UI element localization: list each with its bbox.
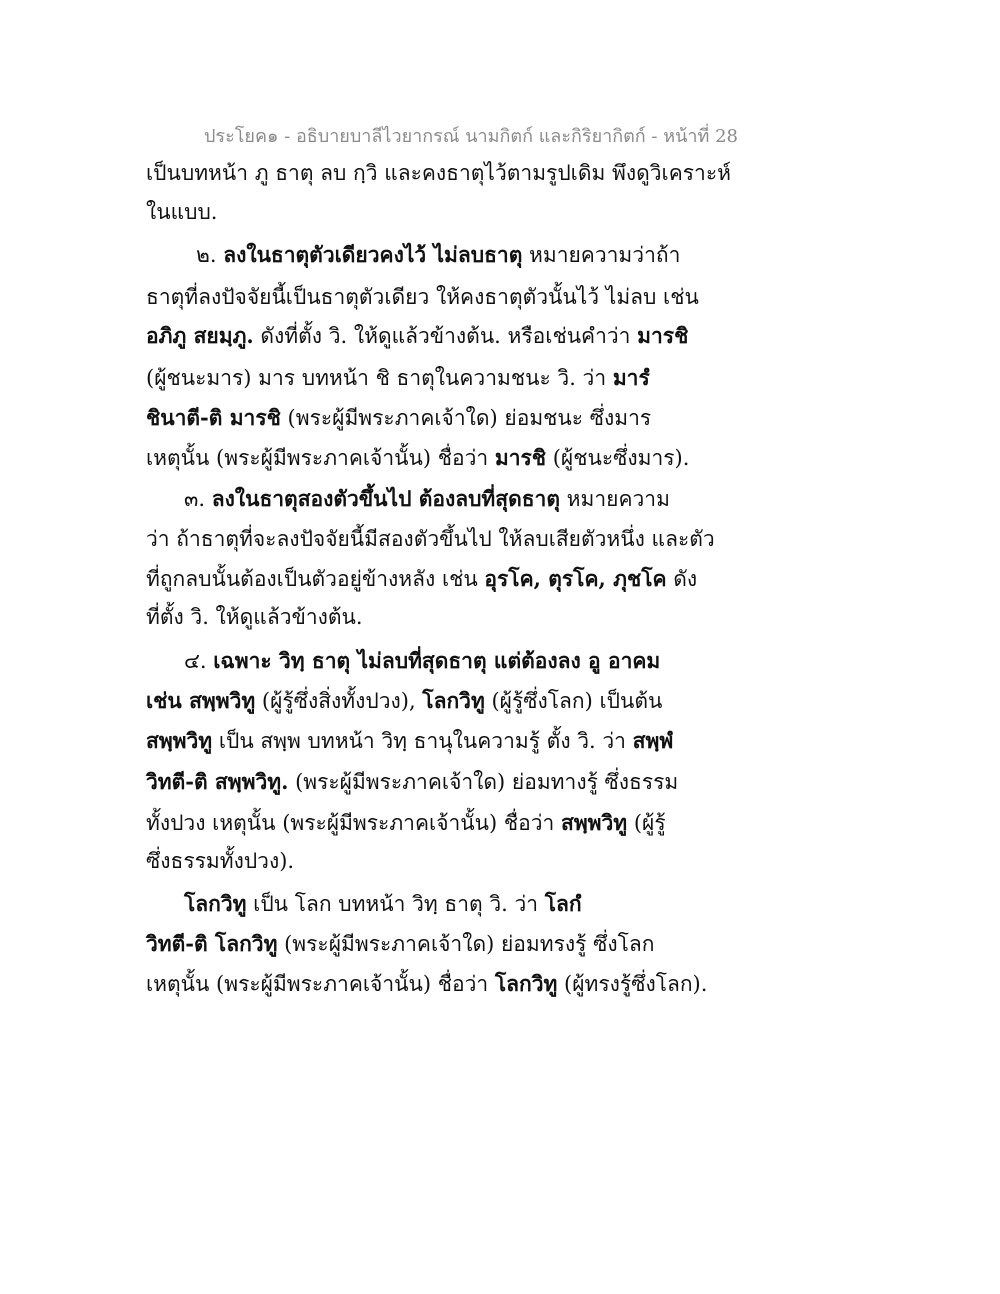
text-line	[146, 929, 654, 959]
text-line	[184, 889, 582, 919]
text-segment: (พระผู้มีพระภาคเจ้าใด) ย่อมชนะ ซึ่งมาร	[280, 406, 652, 430]
bold-term: อภิภู สยมฺภู.	[146, 323, 254, 348]
text-segment: เป็น สพฺพ บทหน้า วิทฺ ธานุในความรู้ ตั้ง วิ. ว่า	[212, 729, 633, 753]
bold-term: สพฺพํ	[632, 728, 674, 753]
text-segment: ดังที่ตั้ง วิ. ให้ดูแล้วข้างต้น. หรือเช่นคำว่า	[253, 324, 638, 348]
text-segment: (ผู้รู้ซึ่งสิ่งทั้งปวง),	[255, 689, 423, 713]
text-line	[184, 646, 660, 676]
text-segment: (ผู้ชนะซึ่งมาร).	[546, 446, 690, 470]
text-segment: ๒.	[196, 243, 224, 267]
text-line	[146, 969, 707, 999]
text-line	[146, 158, 731, 188]
text-line	[196, 240, 680, 270]
text-segment: ๔.	[184, 649, 214, 673]
text-line	[184, 484, 670, 514]
bold-term: สพฺพวิทู	[561, 810, 628, 835]
bold-term: ลงในธาตุตัวเดียวคงไว้ ไม่ลบธาตุ	[223, 242, 523, 267]
text-segment: ธาตุที่ลงปัจจัยนี้เป็นธาตุตัวเดียว ให้คงธาตุตัวนั้นไว้ ไม่ลบ เช่น	[146, 285, 699, 309]
text-line	[146, 282, 699, 312]
bold-term: ลงในธาตุสองตัวขึ้นไป ต้องลบที่สุดธาตุ	[211, 486, 560, 511]
bold-term: มารชิ	[637, 323, 689, 348]
bold-term: อุรโค, ตุรโค, ภุชโค	[484, 566, 667, 591]
bold-term: มารชิ	[494, 445, 547, 470]
text-segment: (ผู้รู้	[627, 811, 666, 835]
text-line	[146, 726, 673, 756]
bold-term: เช่น สพฺพวิทู	[146, 688, 256, 713]
text-segment: ว่า ถ้าธาตุที่จะลงปัจจัยนี้มีสองตัวขึ้นไป ให้ลบเสียตัวหนึ่ง และตัว	[146, 527, 715, 551]
bold-term: ชินาตี-ติ มารชิ	[146, 405, 281, 430]
bold-term: โลกวิทู	[184, 891, 247, 916]
text-segment: ในแบบ.	[146, 200, 218, 224]
text-segment: ที่ถูกลบนั้นต้องเป็นตัวอยู่ข้างหลัง เช่น	[146, 567, 485, 591]
text-line	[146, 403, 651, 433]
text-segment: เหตุนั้น (พระผู้มีพระภาคเจ้านั้น) ชื่อว่า	[146, 446, 495, 470]
bold-term: วิทตี-ติ สพฺพวิทู.	[146, 769, 289, 794]
text-line	[146, 808, 666, 838]
text-segment: ๓.	[184, 487, 212, 511]
text-segment: (ผู้ทรงรู้ซึ่งโลก).	[557, 972, 708, 996]
bold-term: เฉพาะ วิทฺ ธาตุ ไม่ลบที่สุดธาตุ แต่ต้องลง อู อาคม	[213, 648, 661, 673]
text-segment: ซึ่งธรรมทั้งปวง).	[146, 849, 295, 873]
text-line	[146, 564, 697, 594]
text-line	[146, 846, 294, 876]
bold-term: มารํ	[612, 365, 650, 390]
text-segment: เป็น โลก บทหน้า วิทฺ ธาตุ วิ. ว่า	[246, 892, 545, 916]
text-line	[146, 321, 688, 351]
text-segment: (ผู้รู้ซึ่งโลก) เป็นต้น	[484, 689, 663, 713]
bold-term: สพฺพวิทู	[146, 728, 213, 753]
text-line	[146, 443, 689, 473]
text-segment: ที่ตั้ง วิ. ให้ดูแล้วข้างต้น.	[146, 605, 363, 629]
text-line	[146, 767, 678, 797]
bold-term: โลกํ	[544, 891, 582, 916]
text-line	[146, 197, 217, 227]
bold-term: วิทตี-ติ โลกวิทู	[146, 931, 278, 956]
text-segment: (พระผู้มีพระภาคเจ้าใด) ย่อมทรงรู้ ซึ่งโลก	[277, 932, 655, 956]
text-line	[146, 602, 363, 632]
text-segment: ดัง	[666, 567, 698, 591]
text-segment: (พระผู้มีพระภาคเจ้าใด) ย่อมทางรู้ ซึ่งธรรม	[288, 770, 679, 794]
text-line	[146, 686, 662, 716]
bold-term: โลกวิทู	[422, 688, 485, 713]
text-segment: หมายความว่าถ้า	[522, 243, 681, 267]
text-segment: ทั้งปวง เหตุนั้น (พระผู้มีพระภาคเจ้านั้น) ชื่อว่า	[146, 811, 561, 835]
text-line	[146, 363, 650, 393]
text-line	[146, 524, 715, 554]
text-segment: หมายความ	[559, 487, 670, 511]
page-header: ประโยค๑ - อธิบายบาลีไวยากรณ์ นามกิตก์ และกิริยากิตก์ - หน้าที่ 28	[204, 126, 738, 147]
bold-term: โลกวิทู	[494, 971, 558, 996]
text-segment: เหตุนั้น (พระผู้มีพระภาคเจ้านั้น) ชื่อว่า	[146, 972, 495, 996]
text-segment: เป็นบทหน้า ภู ธาตุ ลบ กฺวิ และคงธาตุไว้ตามรูปเดิม พึงดูวิเคราะห์	[146, 161, 731, 185]
text-segment: (ผู้ชนะมาร) มาร บทหน้า ชิ ธาตุในความชนะ วิ. ว่า	[146, 366, 613, 390]
